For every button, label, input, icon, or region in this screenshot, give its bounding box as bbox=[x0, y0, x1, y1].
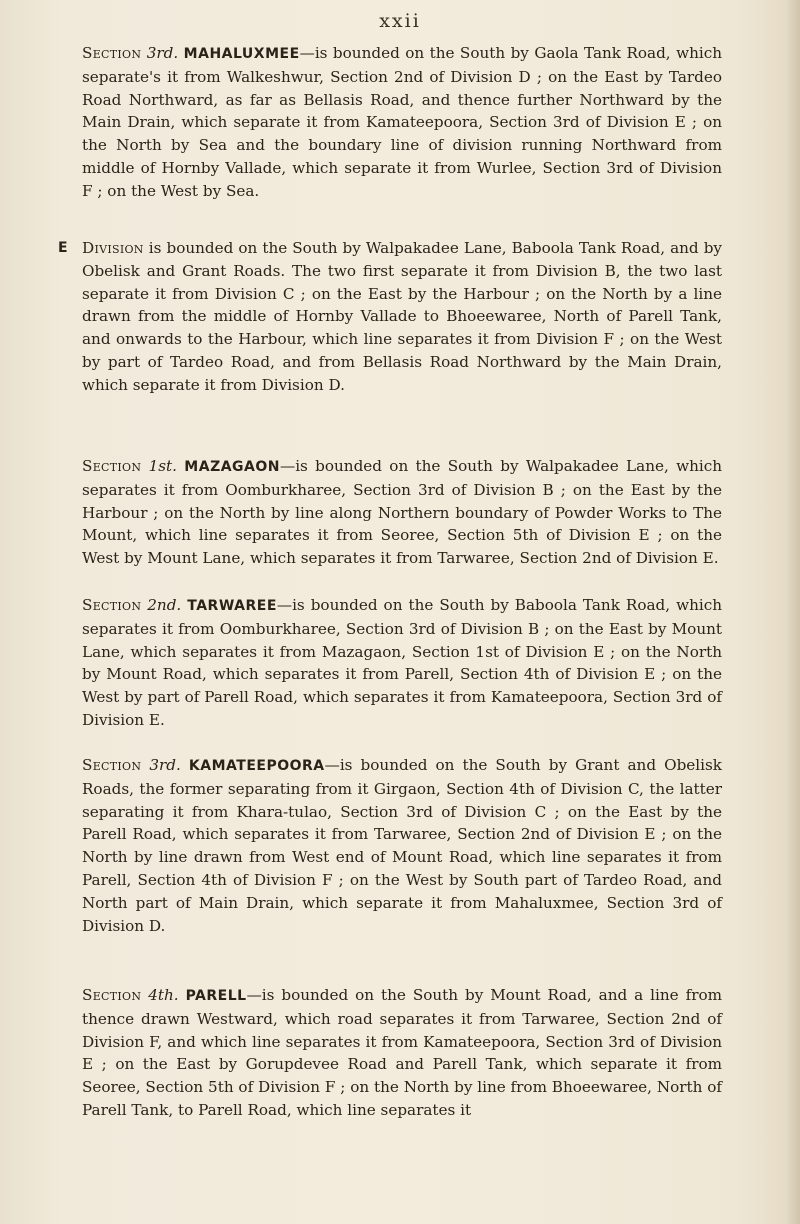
section-title: PARELL bbox=[185, 988, 247, 1004]
division-text: is bounded on the South by Walpakadee Lane, Baboola Tank Road, and by Obelisk and Grant Roads. The two first separate it from Division B, the two last separate it from Division C ; on the East by the Harbour ; on the North by a line drawn from the middle of Hornby Vallade to Bhoeewaree, North of Parell Tank, and onwards to the Harbour, which line separates it from Division F ; on the West by part of Tardeo Road, and from Bellasis Road Northward by the Main Drain, which separate it from Division D. bbox=[82, 239, 722, 394]
section-paragraph bbox=[82, 42, 722, 203]
division-marker: E bbox=[58, 240, 68, 256]
section-text: —is bounded on the South by Grant and Obelisk Roads, the former separating from it Girgaon, Section 4th of Division C, the latter separating it from Khara-tulao, Section 3rd of Division C ; on the East by the Parell Road, which separates it from Tarwaree, Section 2nd of Division E ; on the North by line drawn from West end of Mount Road, which line separates it from Parell, Section 4th of Division F ; on the West by South part of Tardeo Road, and North part of Main Drain, which separate it from Mahaluxmee, Section 3rd of Division D. bbox=[82, 756, 722, 935]
section-ordinal: 3rd. bbox=[149, 756, 181, 774]
division-paragraph bbox=[82, 237, 722, 397]
section-label: Section bbox=[82, 457, 142, 475]
section-title: MAHALUXMEE bbox=[183, 46, 300, 62]
section-mahaluxmee bbox=[82, 42, 722, 214]
section-title: TARWAREE bbox=[187, 598, 277, 614]
section-paragraph bbox=[82, 754, 722, 937]
division-e bbox=[58, 237, 722, 408]
section-mazagaon bbox=[82, 455, 722, 581]
section-text: —is bounded on the South by Mount Road, and a line from thence drawn Westward, which road separates it from Tarwaree, Section 2nd of Division F, and which line separates it from Kamateepoora, Section 3rd of Division E ; on the East by Gorupdevee Road and Parell Tank, which separate it from Seoree, Section 5th of Division F ; on the North by line from Bhoeewaree, North of Parell Tank, to Parell Road, which line separates it bbox=[82, 986, 723, 1119]
section-ordinal: 4th. bbox=[148, 986, 179, 1004]
section-ordinal: 1st. bbox=[148, 457, 177, 475]
section-paragraph bbox=[82, 984, 722, 1122]
section-label: Section bbox=[82, 44, 142, 62]
section-text: —is bounded on the South by Walpakadee Lane, which separates it from Oomburkharee, Section 3rd of Division B ; on the East by the Harbour ; on the North by line along Northern boundary of Powder Works to The Mount, which line separates it from Seoree, Section 5th of Division E ; on the West by Mount Lane, which separates it from Tarwaree, Section 2nd of Division E. bbox=[82, 457, 723, 568]
section-label: Section bbox=[82, 596, 142, 614]
section-ordinal: 3rd. bbox=[146, 44, 179, 62]
section-ordinal: 2nd. bbox=[147, 596, 182, 614]
section-tarwaree bbox=[82, 594, 722, 743]
section-text: —is bounded on the South by Baboola Tank Road, which separates it from Oomburkharee, Section 3rd of Division B ; on the East by Mount Lane, which separates it from Mazagaon, Section 1st of Division E ; on the North by Mount Road, which separates it from Parell, Section 4th of Division E ; on the West by part of Parell Road, which separates it from Kamateepoora, Section 3rd of Division E. bbox=[82, 596, 722, 729]
section-title: KAMATEEPOORA bbox=[188, 758, 325, 774]
section-paragraph bbox=[82, 594, 722, 732]
section-title: MAZAGAON bbox=[184, 459, 280, 475]
section-label: Section bbox=[82, 986, 142, 1004]
page-number: xxii bbox=[379, 10, 421, 32]
section-parell bbox=[82, 984, 722, 1133]
section-text: —is bounded on the South by Gaola Tank Road, which separate's it from Walkeshwur, Section 2nd of Division D ; on the East by Tardeo Road Northward, as far as Bellasis Road, and thence further Northward by the Main Drain, which separate it from Kamateepoora, Section 3rd of Division E ; on the North by Sea and the boundary line of division running Northward from middle of Hornby Vallade, which separate it from Wurlee, Section 3rd of Division F ; on the West by Sea. bbox=[82, 44, 723, 200]
division-label: Division bbox=[82, 239, 144, 257]
section-label: Section bbox=[82, 756, 142, 774]
section-paragraph bbox=[82, 455, 722, 570]
page-edge-shadow bbox=[786, 0, 800, 1224]
section-kamateepoora bbox=[82, 754, 722, 948]
